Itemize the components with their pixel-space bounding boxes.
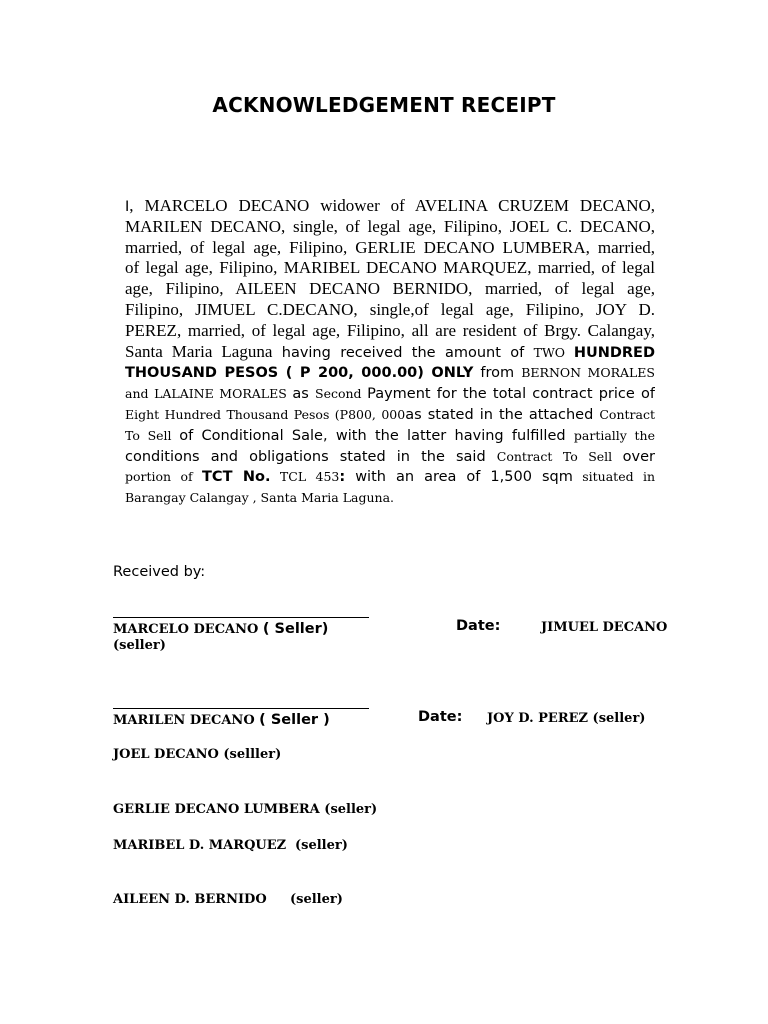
received-by-label: Received by: bbox=[113, 564, 206, 580]
paragraph-segment: age, Filipino, AILEEN DECANO BERNIDO, married, of legal age, bbox=[125, 279, 655, 299]
paragraph-segment: of Conditional Sale, with the latter having fulfilled bbox=[179, 427, 574, 444]
paragraph-segment: THOUSAND PESOS ( P 200, 000.00) ONLY bbox=[125, 365, 474, 382]
paragraph-segment: portion of bbox=[125, 469, 203, 485]
paragraph-segment: Filipino, JIMUEL C.DECANO, single,of legal age, Filipino, JOY D. bbox=[125, 299, 655, 319]
paragraph-segment: conditions and obligations stated in the said bbox=[125, 448, 497, 465]
paragraph-segment: TCT No. bbox=[202, 469, 271, 486]
paragraph-segment: , MARCELO DECANO widower of AVELINA CRUZEM DECANO, bbox=[129, 196, 655, 215]
paragraph-segment: married, of legal age, Filipino, GERLIE DECANO LUMBERA, married, bbox=[125, 237, 655, 257]
paragraph-segment: from bbox=[473, 365, 522, 382]
signatory-jimuel-role: (seller) bbox=[113, 638, 166, 653]
paragraph-line bbox=[125, 258, 655, 279]
paragraph-line bbox=[125, 217, 655, 238]
signatory-aileen-role: (seller) bbox=[290, 892, 343, 907]
paragraph-segment: as bbox=[292, 386, 315, 403]
paragraph-line bbox=[125, 362, 655, 383]
signatory-marilen bbox=[113, 709, 330, 728]
paragraph-line bbox=[125, 279, 655, 300]
signatory-joy: JOY D. PEREZ (seller) bbox=[487, 711, 646, 726]
paragraph-segment: of legal age, Filipino, MARIBEL DECANO MARQUEZ, married, of legal bbox=[125, 258, 655, 278]
paragraph-segment: : bbox=[339, 469, 346, 486]
paragraph-segment: 1,500 sqm bbox=[490, 469, 573, 486]
signatory-maribel: MARIBEL D. MARQUEZ bbox=[113, 838, 287, 853]
signatory-jimuel: JIMUEL DECANO bbox=[541, 620, 668, 635]
signatory-name: MARILEN DECANO bbox=[113, 713, 260, 728]
paragraph-segment: TWO bbox=[533, 344, 574, 360]
paragraph-segment: I bbox=[125, 199, 130, 215]
paragraph-segment: HUNDRED bbox=[573, 344, 655, 361]
paragraph-line bbox=[125, 425, 655, 446]
signatory-role: ( Seller) bbox=[262, 621, 329, 637]
paragraph-segment: Contract bbox=[599, 406, 655, 422]
paragraph-segment: Contract To Sell bbox=[496, 448, 623, 464]
document-title: ACKNOWLEDGEMENT RECEIPT bbox=[212, 93, 556, 117]
paragraph-segment: TCL 453 bbox=[270, 469, 340, 485]
paragraph-segment: situated in bbox=[572, 469, 655, 485]
paragraph-line bbox=[125, 404, 655, 425]
signatory-gerlie: GERLIE DECANO LUMBERA (seller) bbox=[113, 802, 378, 817]
paragraph-segment: To Sell bbox=[125, 427, 180, 443]
paragraph-line bbox=[125, 321, 655, 342]
paragraph-segment: having received the amount of bbox=[272, 344, 534, 361]
date-label: Date: bbox=[456, 618, 501, 634]
receipt-paragraph bbox=[125, 196, 655, 508]
signatory-role: ( Seller ) bbox=[259, 712, 330, 728]
signatory-joel: JOEL DECANO (selller) bbox=[113, 747, 282, 762]
paragraph-segment: MARILEN DECANO, single, of legal age, Filipino, JOEL C. DECANO, bbox=[125, 216, 655, 236]
paragraph-line bbox=[125, 446, 655, 467]
paragraph-segment: Santa Maria Laguna bbox=[125, 341, 273, 361]
paragraph-segment: with an area of bbox=[345, 469, 491, 486]
paragraph-segment: Barangay Calangay , Santa Maria Laguna. bbox=[125, 490, 395, 506]
paragraph-segment: PEREZ, married, of legal age, Filipino, all are resident of Brgy. Calangay, bbox=[125, 320, 655, 340]
paragraph-line bbox=[125, 300, 655, 321]
paragraph-line bbox=[125, 196, 655, 217]
paragraph-segment: Eight Hundred Thousand Pesos (P800, 000 bbox=[125, 406, 406, 422]
paragraph-line bbox=[125, 342, 655, 363]
paragraph-segment: Payment for the total contract price of bbox=[367, 386, 655, 403]
paragraph-line bbox=[125, 466, 655, 487]
signatory-aileen: AILEEN D. BERNIDO bbox=[113, 892, 267, 907]
paragraph-segment: BERNON MORALES bbox=[521, 365, 655, 381]
paragraph-segment: over bbox=[622, 448, 655, 465]
date-label: Date: bbox=[418, 709, 463, 725]
signatory-maribel-role: (seller) bbox=[295, 838, 348, 853]
paragraph-line bbox=[125, 487, 655, 508]
signatory-name: MARCELO DECANO bbox=[113, 622, 263, 637]
paragraph-segment: and LALAINE MORALES bbox=[125, 386, 293, 402]
paragraph-segment: as stated in the attached bbox=[405, 406, 600, 423]
paragraph-line bbox=[125, 238, 655, 259]
signatory-marcelo bbox=[113, 618, 328, 637]
paragraph-segment: Second bbox=[315, 386, 368, 402]
paragraph-segment: partially the bbox=[573, 427, 655, 443]
paragraph-line bbox=[125, 383, 655, 404]
